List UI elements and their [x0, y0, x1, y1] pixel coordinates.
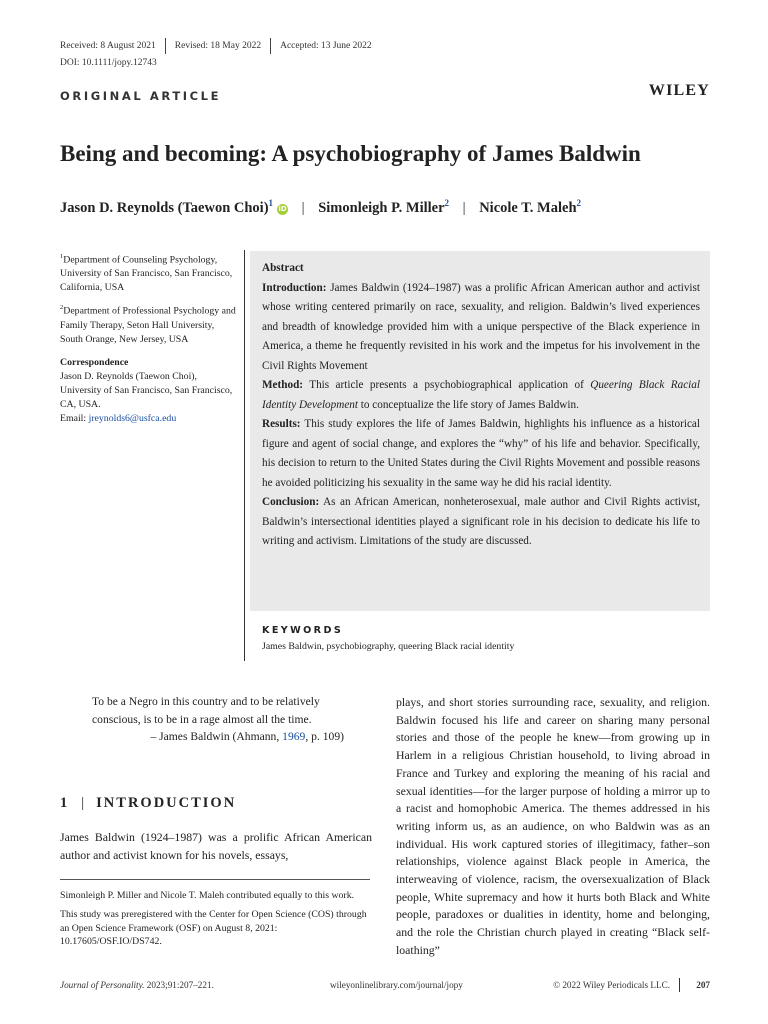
author-separator: | — [301, 199, 305, 216]
article-dates — [60, 38, 372, 54]
abstract-method: Method: This article presents a psychobiographical application of Queering Black Racial Identity Development to conceptualize the life story of James Baldwin. — [262, 379, 700, 411]
author-name: Simonleigh P. Miller — [318, 199, 445, 216]
abstract-box — [250, 251, 710, 611]
correspondence-text: Jason D. Reynolds (Taewon Choi), University of San Francisco, San Francisco, CA, USA. Email: jreynolds6@usfca.edu — [60, 370, 233, 424]
divider — [679, 978, 680, 992]
author-list — [60, 198, 581, 217]
author-separator: | — [462, 199, 466, 216]
affiliation: $^1$Department of Counseling Psychology, University of San Francisco, San Francisco, California, USA — [60, 253, 233, 294]
affiliations-sidebar — [60, 250, 238, 432]
paper-title: Being and becoming: A psychobiography of James Baldwin — [60, 141, 641, 166]
page-number: 207 — [696, 980, 710, 990]
footnote: This study was preregistered with the Center for Open Science (COS) through an Open Science Framework (OSF) on August 8, 2021: 10.17605/OSF.IO/DS742. — [60, 908, 367, 948]
keywords-heading: KEYWORDS — [262, 625, 344, 636]
epigraph-attribution: – James Baldwin (Ahmann, 1969, p. 109) — [150, 730, 344, 743]
affiliation: $^2$Department of Professional Psychology and Family Therapy, Seton Hall University, South Orange, New Jersey, USA — [60, 304, 236, 345]
journal-citation: Journal of Personality. 2023;91:207–221. — [60, 980, 214, 990]
sidebar-divider — [244, 250, 245, 661]
received-date: Received: 8 August 2021 — [60, 41, 156, 51]
author-name: Jason D. Reynolds (Taewon Choi) — [60, 199, 269, 216]
affiliation-marker[interactable]: 2 — [576, 198, 582, 208]
correspondence-heading: Correspondence — [60, 356, 129, 368]
footnote-rule — [60, 879, 370, 880]
epigraph-quote: To be a Negro in this country and to be relatively conscious, is to be in a rage almost all the time. — [92, 695, 320, 726]
body-text-column-2: plays, and short stories surrounding race, sexuality, and religion. Baldwin focused his life and career on sharing many personal stories and those of the people he knew—from growing up in Harlem in a religious Christian household, to living abroad in France and Turkey and exploring the meaning of his racial and sexual identities—for the larger purpose of holding a mirror up to a racist and homophobic America. The themes addressed in his writing inform us, as an audience, on who Baldwin was as an individual. His work captured stories of illegitimacy, father–son relationships, violence against Black people in America, the interweaving of violence, racism, the oversexualization of Black people, White supremacy and how it hurts both Black and White people, paradoxes or dualities in identity, home and belonging, and the role the Christian church played in creating “Black self-loathing” — [396, 695, 710, 957]
body-text-column-1: James Baldwin (1924–1987) was a prolific African American author and activist known for his novels, essays, — [60, 830, 372, 862]
abstract-results: Results: This study explores the life of James Baldwin, highlights his influence as a historical figure and agent of social change, and explores the “why” of his life and behavior. Specifically, his decision to return to the United States during the Civil Rights Movement and possible reasons he avoided politicizing his sexuality in the same way he did his racial identity. — [262, 418, 700, 489]
copyright: © 2022 Wiley Periodicals LLC. — [553, 980, 670, 990]
footnotes — [60, 889, 372, 954]
email-link[interactable]: jreynolds6@usfca.edu — [88, 412, 177, 424]
doi: DOI: 10.1111/jopy.12743 — [60, 58, 157, 68]
author-name: Nicole T. Maleh — [479, 199, 577, 216]
revised-date: Revised: 18 May 2022 — [174, 41, 262, 51]
divider — [270, 38, 271, 54]
publisher-logo: WILEY — [648, 82, 710, 99]
orcid-icon[interactable]: iD — [278, 204, 287, 213]
article-type: ORIGINAL ARTICLE — [60, 89, 222, 103]
journal-url[interactable]: wileyonlinelibrary.com/journal/jopy — [330, 980, 463, 990]
accepted-date: Accepted: 13 June 2022 — [280, 41, 372, 51]
abstract-introduction: Introduction: James Baldwin (1924–1987) was a prolific African American author and activist whose writing centered primarily on race, sexuality, and religion. Baldwin’s lived experiences and breadth of knowledge provided him with a unique perspective of the Black experience in America, a theme he frequently revisited in his work and the impetus for his involvement in the Civil Rights Movement — [262, 281, 701, 372]
citation-link[interactable]: 1969 — [282, 730, 306, 743]
epigraph — [92, 693, 344, 746]
divider — [165, 38, 166, 54]
section-heading: 1 | INTRODUCTION — [60, 795, 237, 811]
abstract-heading: Abstract — [262, 262, 304, 274]
affiliation-marker[interactable]: 1 — [268, 198, 274, 208]
footnote: Simonleigh P. Miller and Nicole T. Maleh contributed equally to this work. — [60, 890, 355, 901]
keywords — [262, 625, 702, 652]
abstract-conclusion: Conclusion: As an African American, nonheterosexual, male author and Civil Rights activist, Baldwin’s intersectional identities played a significant role in his decision to dedicate his life to writing and activism. Limitations of the study are discussed. — [262, 496, 700, 547]
keywords-list: James Baldwin, psychobiography, queering Black racial identity — [262, 641, 515, 652]
affiliation-marker[interactable]: 2 — [444, 198, 450, 208]
